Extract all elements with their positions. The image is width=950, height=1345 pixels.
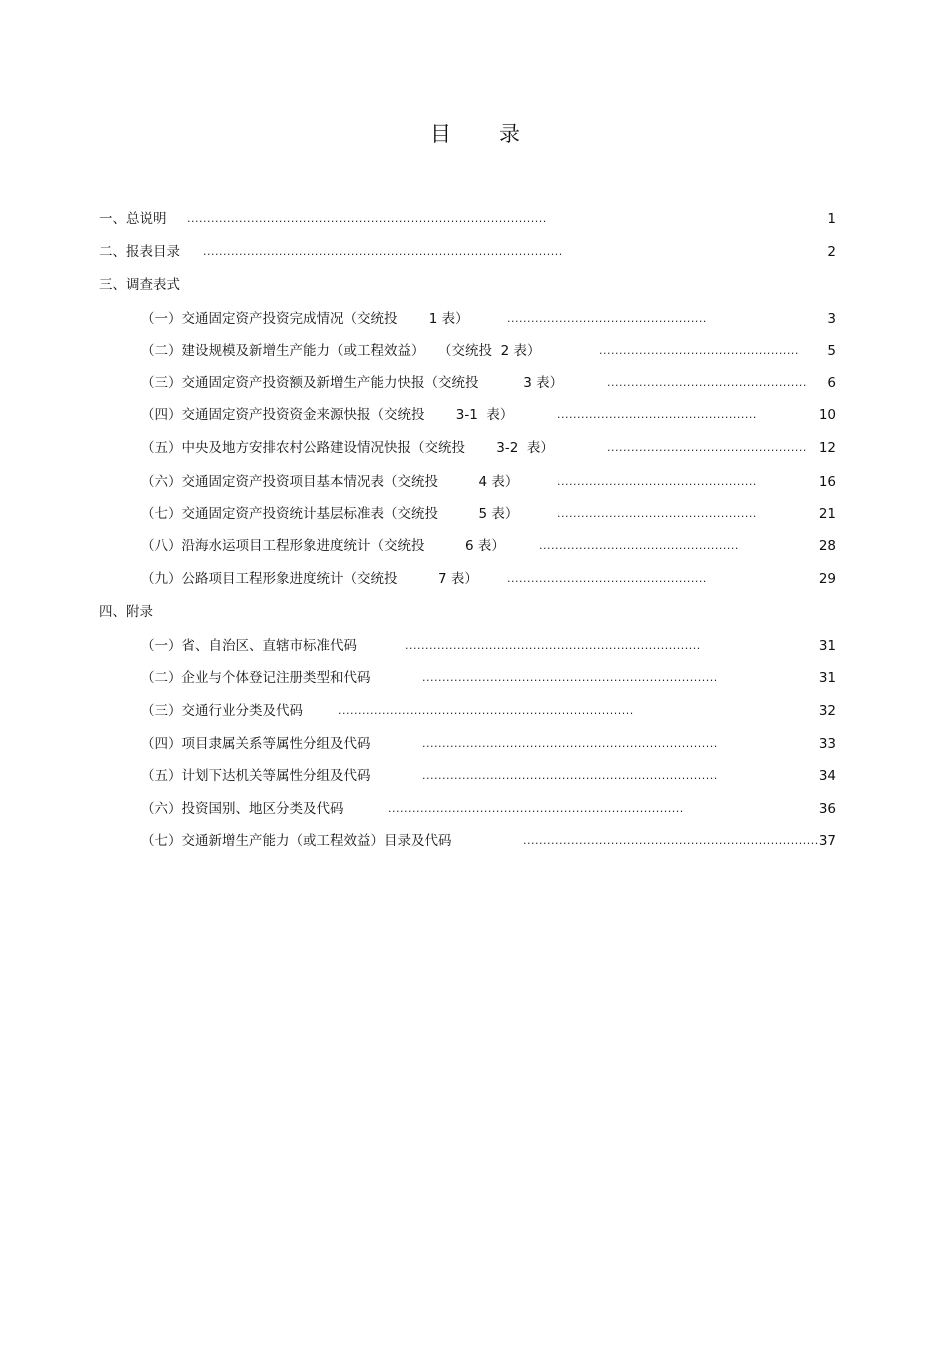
toc-entry-page: 16 [818, 474, 836, 490]
dot-leader: .......................................................................... [422, 737, 718, 750]
toc-section-label: 四、附录 [99, 604, 153, 620]
toc-entry-survey-6[interactable] [0, 471, 950, 493]
toc-entry-appendix-7[interactable] [0, 830, 950, 852]
toc-entry-label: 二、报表目录 [99, 244, 180, 260]
toc-entry-appendix-3[interactable] [0, 700, 950, 722]
toc-entry-page: 32 [818, 703, 836, 719]
toc-entry-page: 12 [818, 440, 836, 456]
dot-leader: .................................................. [557, 475, 757, 488]
toc-entry-page: 6 [827, 375, 836, 391]
toc-entry-page: 36 [818, 801, 836, 817]
toc-entry-appendix-2[interactable] [0, 667, 950, 689]
dot-leader: .................................................. [557, 507, 757, 520]
toc-entry-label: （九）公路项目工程形象进度统计（交统投 7 表） [141, 571, 478, 587]
toc-entry-survey-9[interactable] [0, 568, 950, 590]
toc-entry-appendix-4[interactable] [0, 733, 950, 755]
toc-entry-survey-7[interactable] [0, 503, 950, 525]
toc-entry-label: （六）投资国别、地区分类及代码 [141, 801, 344, 817]
toc-entry-survey-3[interactable] [0, 372, 950, 394]
toc-entry-label: （一）省、自治区、直辖市标准代码 [141, 638, 357, 654]
toc-entry-page: 31 [818, 670, 836, 686]
toc-entry-label: （七）交通新增生产能力（或工程效益）目录及代码 [141, 833, 452, 849]
toc-entry-survey-2[interactable] [0, 340, 950, 362]
dot-leader: .......................................................................... [422, 769, 718, 782]
toc-entry-label: （五）中央及地方安排农村公路建设情况快报（交统投 3-2 表） [141, 440, 554, 456]
toc-entry-label: 一、总说明 [99, 211, 167, 227]
dot-leader: .......................................................................... [405, 639, 701, 652]
toc-entry-survey-1[interactable] [0, 308, 950, 330]
dot-leader: .................................................. [599, 344, 799, 357]
dot-leader: .......................................................................... [388, 802, 684, 815]
toc-entry-label: （四）交通固定资产投资资金来源快报（交统投 3-1 表） [141, 407, 514, 423]
toc-entry-label: （一）交通固定资产投资完成情况（交统投 1 表） [141, 311, 469, 327]
title-char-2: 录 [499, 122, 520, 146]
dot-leader: .................................................. [557, 408, 757, 421]
toc-entry-label: （三）交通行业分类及代码 [141, 703, 303, 719]
toc-entry-survey-8[interactable] [0, 535, 950, 557]
toc-entry-survey-4[interactable] [0, 404, 950, 426]
toc-section-label: 三、调查表式 [99, 277, 180, 293]
toc-entry-page: 34 [818, 768, 836, 784]
title-char-1: 目 [430, 122, 451, 146]
dot-leader: .......................................................................................... [203, 245, 563, 258]
dot-leader: .......................................................................... [523, 834, 819, 847]
toc-entry-page: 10 [818, 407, 836, 423]
toc-entry-page: 1 [827, 211, 836, 227]
toc-entry-page: 29 [818, 571, 836, 587]
toc-entry-page: 3 [827, 311, 836, 327]
toc-entry-label: （二）企业与个体登记注册类型和代码 [141, 670, 371, 686]
toc-entry-label: （四）项目隶属关系等属性分组及代码 [141, 736, 371, 752]
dot-leader: .......................................................................................... [187, 212, 547, 225]
toc-entry-label: （七）交通固定资产投资统计基层标准表（交统投 5 表） [141, 506, 519, 522]
dot-leader: .................................................. [507, 312, 707, 325]
toc-entry-page: 5 [827, 343, 836, 359]
toc-entry-page: 2 [827, 244, 836, 260]
toc-entry-page: 28 [818, 538, 836, 554]
toc-entry-appendix-1[interactable] [0, 635, 950, 657]
toc-entry-label: （五）计划下达机关等属性分组及代码 [141, 768, 371, 784]
toc-section-survey-forms[interactable] [0, 274, 950, 296]
toc-entry-label: （二）建设规模及新增生产能力（或工程效益） （交统投 2 表） [141, 343, 541, 359]
toc-entry-label: （六）交通固定资产投资项目基本情况表（交统投 4 表） [141, 474, 519, 490]
dot-leader: .......................................................................... [338, 704, 634, 717]
toc-entry-survey-5[interactable] [0, 437, 950, 459]
toc-entry-page: 21 [818, 506, 836, 522]
dot-leader: .................................................. [607, 376, 807, 389]
toc-entry-report-list[interactable] [0, 241, 950, 263]
toc-section-appendix[interactable] [0, 601, 950, 623]
dot-leader: .................................................. [539, 539, 739, 552]
toc-entry-appendix-6[interactable] [0, 798, 950, 820]
dot-leader: .......................................................................... [422, 671, 718, 684]
toc-entry-page: 33 [818, 736, 836, 752]
toc-entry-general-notes[interactable] [0, 208, 950, 230]
dot-leader: .................................................. [607, 441, 807, 454]
toc-entry-label: （三）交通固定资产投资额及新增生产能力快报（交统投 3 表） [141, 375, 564, 391]
toc-entry-page: 37 [818, 833, 836, 849]
toc-entry-page: 31 [818, 638, 836, 654]
dot-leader: .................................................. [507, 572, 707, 585]
toc-entry-label: （八）沿海水运项目工程形象进度统计（交统投 6 表） [141, 538, 505, 554]
toc-entry-appendix-5[interactable] [0, 765, 950, 787]
